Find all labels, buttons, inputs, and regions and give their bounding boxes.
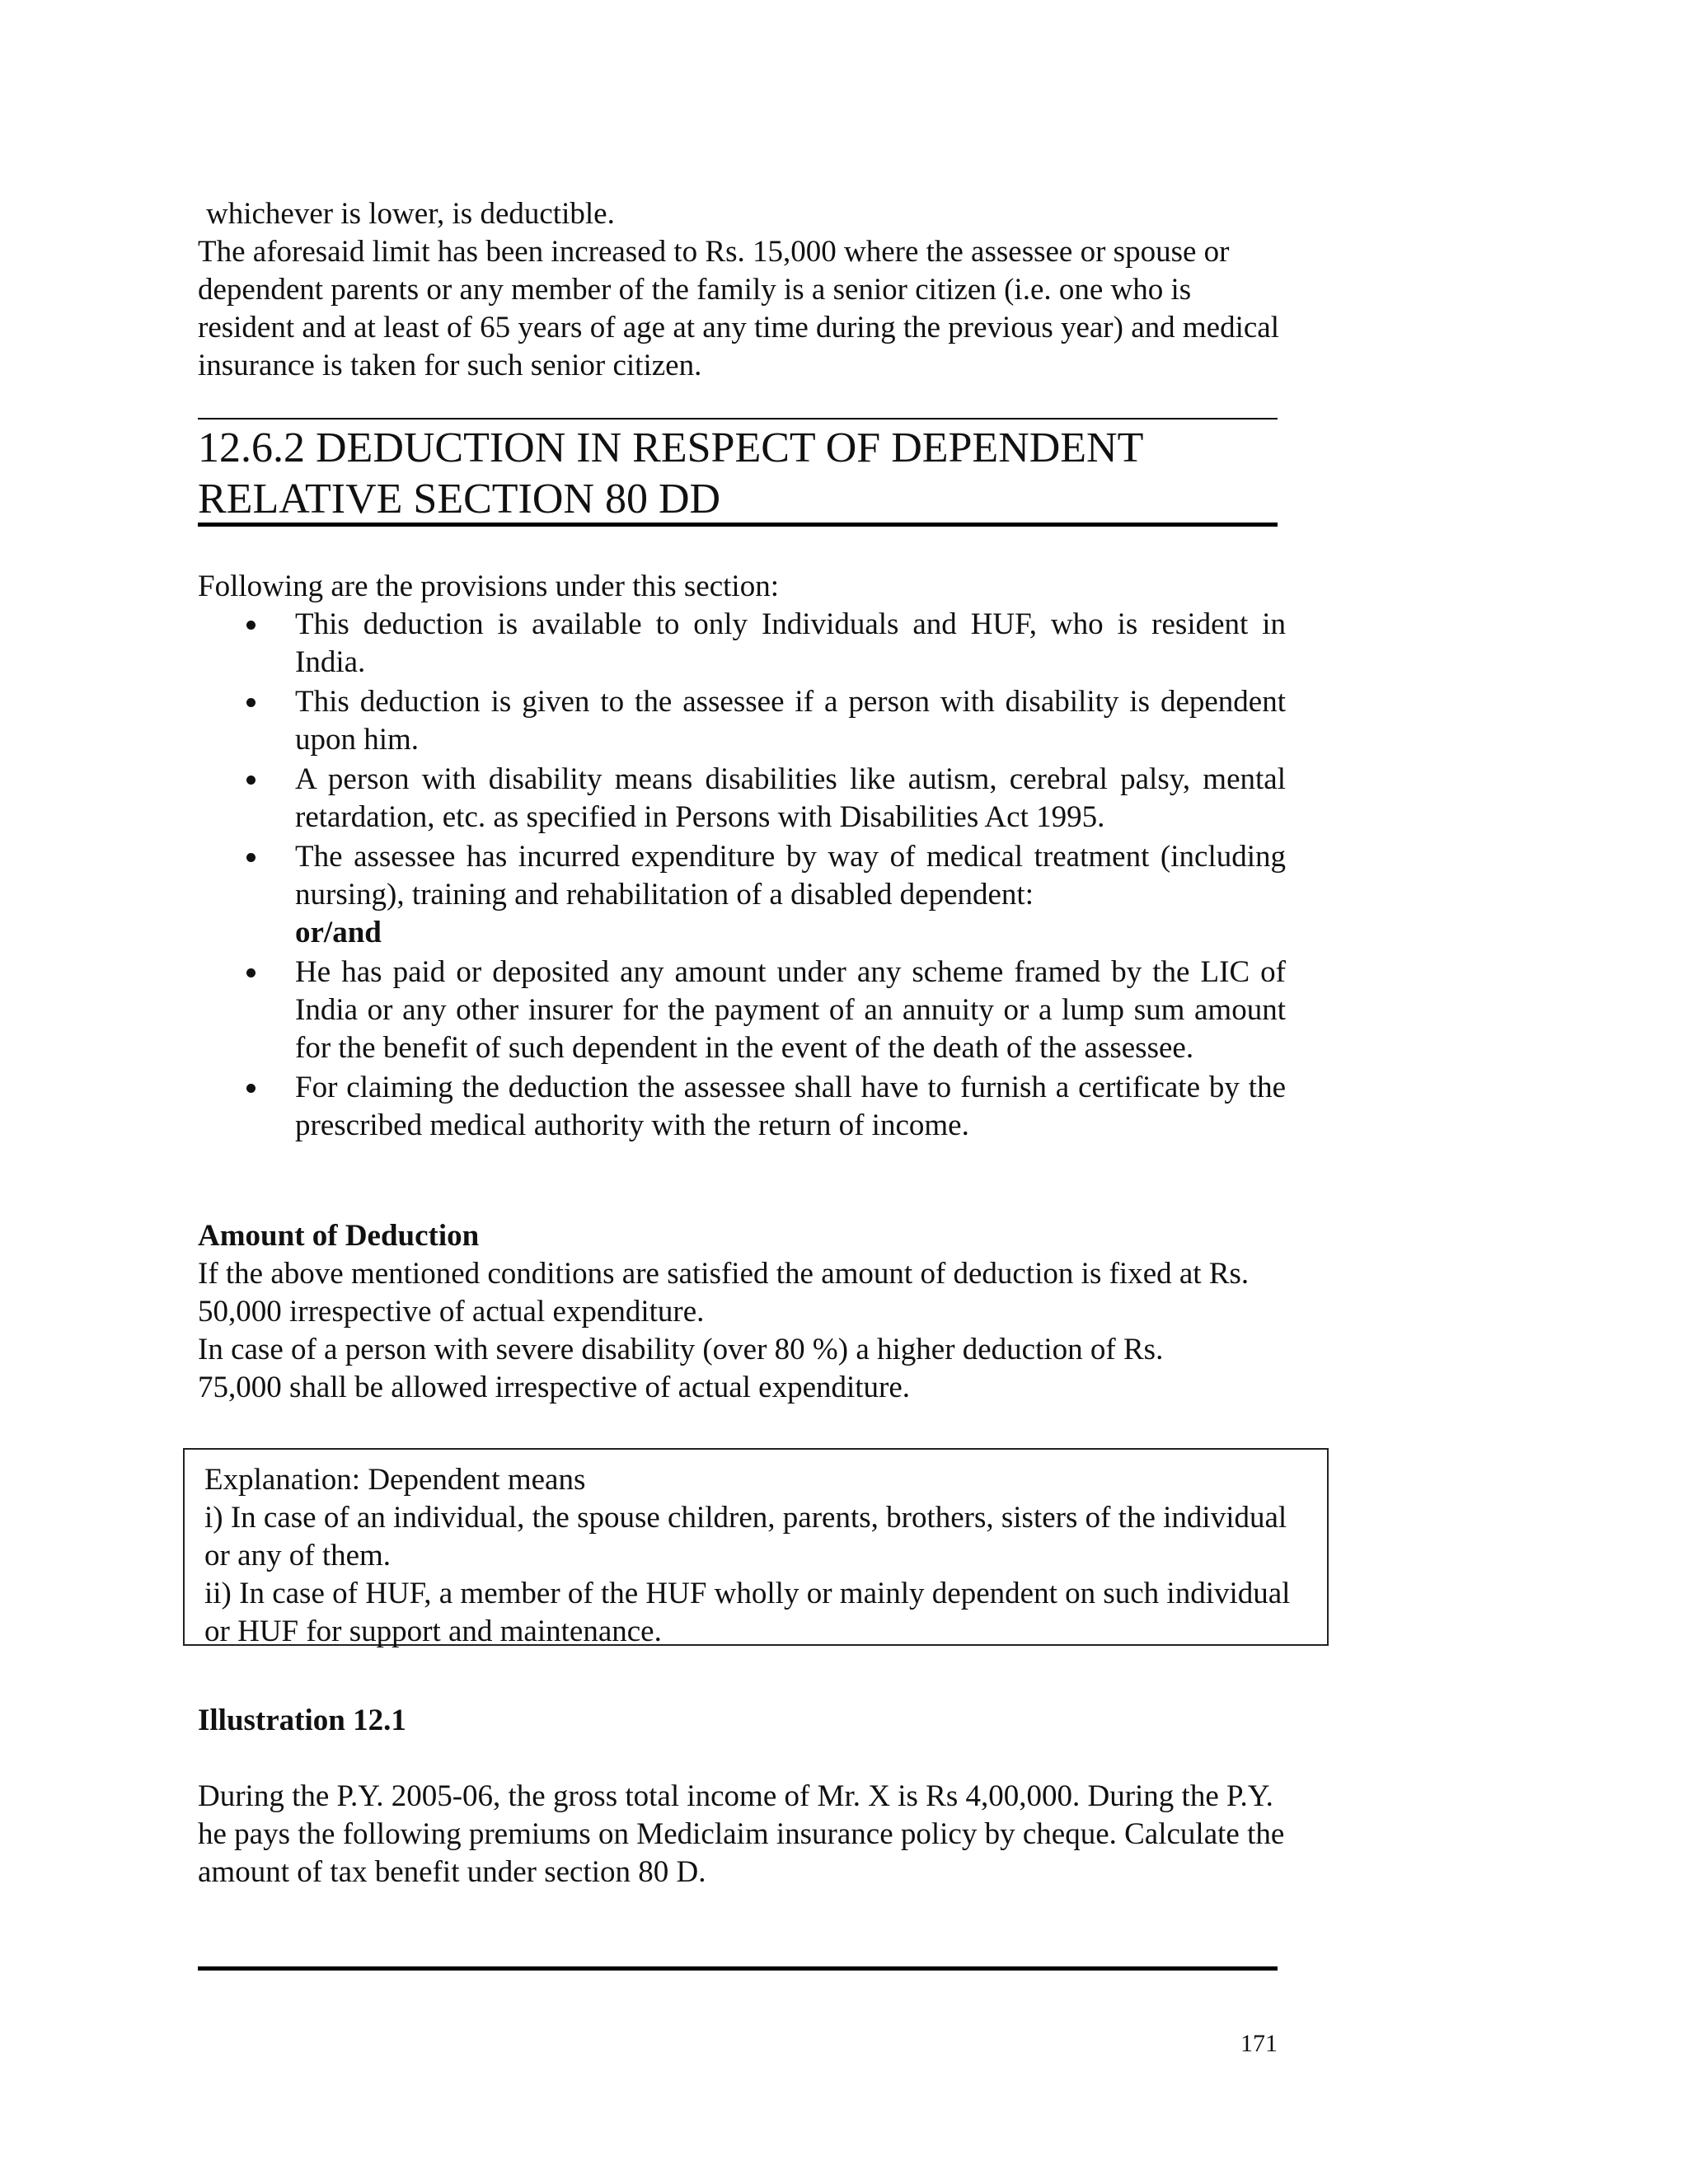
section-heading [198, 423, 1286, 525]
footer-rule [198, 1966, 1278, 1971]
bullet-icon [246, 776, 256, 785]
list-item: The assessee has incurred expenditure by way of medical treatment (including nursing), training and rehabilitation of a disabled dependent: or/and [198, 838, 1286, 952]
bullet-icon [246, 853, 256, 862]
heading-top-rule [198, 418, 1278, 419]
continuation-line: whichever is lower, is deductible. [206, 197, 615, 231]
explanation-huf: ii) In case of HUF, a member of the HUF wholly or mainly dependent on such individual or HUF for support and maintenance. [204, 1577, 1291, 1648]
illustration-text: During the P.Y. 2005-06, the gross total income of Mr. X is Rs 4,00,000. During the P.Y. he pays the following premiums on Mediclaim insurance policy by cheque. Calculate the amount of tax benefit under section 80 D. [198, 1779, 1285, 1889]
provisions-intro: Following are the provisions under this section: [198, 569, 779, 603]
section-heading-line1: 12.6.2 DEDUCTION IN RESPECT OF DEPENDENT [198, 424, 1144, 471]
bullet-icon [246, 968, 256, 977]
amount-paragraph-1: If the above mentioned conditions are satisfied the amount of deduction is fixed at Rs. 50,000 irrespective of actual expenditure. [198, 1257, 1250, 1329]
list-item: He has paid or deposited any amount under any scheme framed by the LIC of India or any other insurer for the payment of an annuity or a lump sum amount for the benefit of such dependent in the event of the death of the assessee. [198, 954, 1286, 1067]
list-item: For claiming the deduction the assessee shall have to furnish a certificate by the prescribed medical authority with the return of income. [198, 1069, 1286, 1145]
explanation-individual: i) In case of an individual, the spouse children, parents, brothers, sisters of the individual or any of them. [204, 1501, 1287, 1572]
section-heading-line2: RELATIVE SECTION 80 DD [198, 476, 721, 523]
illustration-heading: Illustration 12.1 [198, 1704, 406, 1737]
amount-paragraph-2: In case of a person with severe disability (over 80 %) a higher deduction of Rs. 75,000 shall be allowed irrespective of actual expenditure. [198, 1333, 1164, 1404]
page-number: 171 [1240, 2030, 1278, 2057]
amount-heading: Amount of Deduction [198, 1219, 480, 1253]
explanation-box [183, 1448, 1329, 1646]
senior-citizen-paragraph: The aforesaid limit has been increased to Rs. 15,000 where the assessee or spouse or dependent parents or any member of the family is a senior citizen (i.e. one who is resident and at least of 65 years of age at any time during the previous year) and medical insurance is taken for such senior citizen. [198, 235, 1279, 382]
bullet-icon [246, 621, 256, 630]
heading-bottom-rule [198, 523, 1278, 527]
explanation-title: Explanation: Dependent means [204, 1463, 586, 1497]
list-item: A person with disability means disabilities like autism, cerebral palsy, mental retardation, etc. as specified in Persons with Disabilities Act 1995. [198, 761, 1286, 837]
bullet-icon [246, 1084, 256, 1093]
bullet-icon [246, 698, 256, 707]
provisions-list [198, 606, 1286, 1146]
list-item: This deduction is available to only Individuals and HUF, who is resident in India. [198, 606, 1286, 682]
or-and-connector: or/and [295, 916, 382, 949]
list-item: This deduction is given to the assessee if a person with disability is dependent upon him. [198, 683, 1286, 759]
